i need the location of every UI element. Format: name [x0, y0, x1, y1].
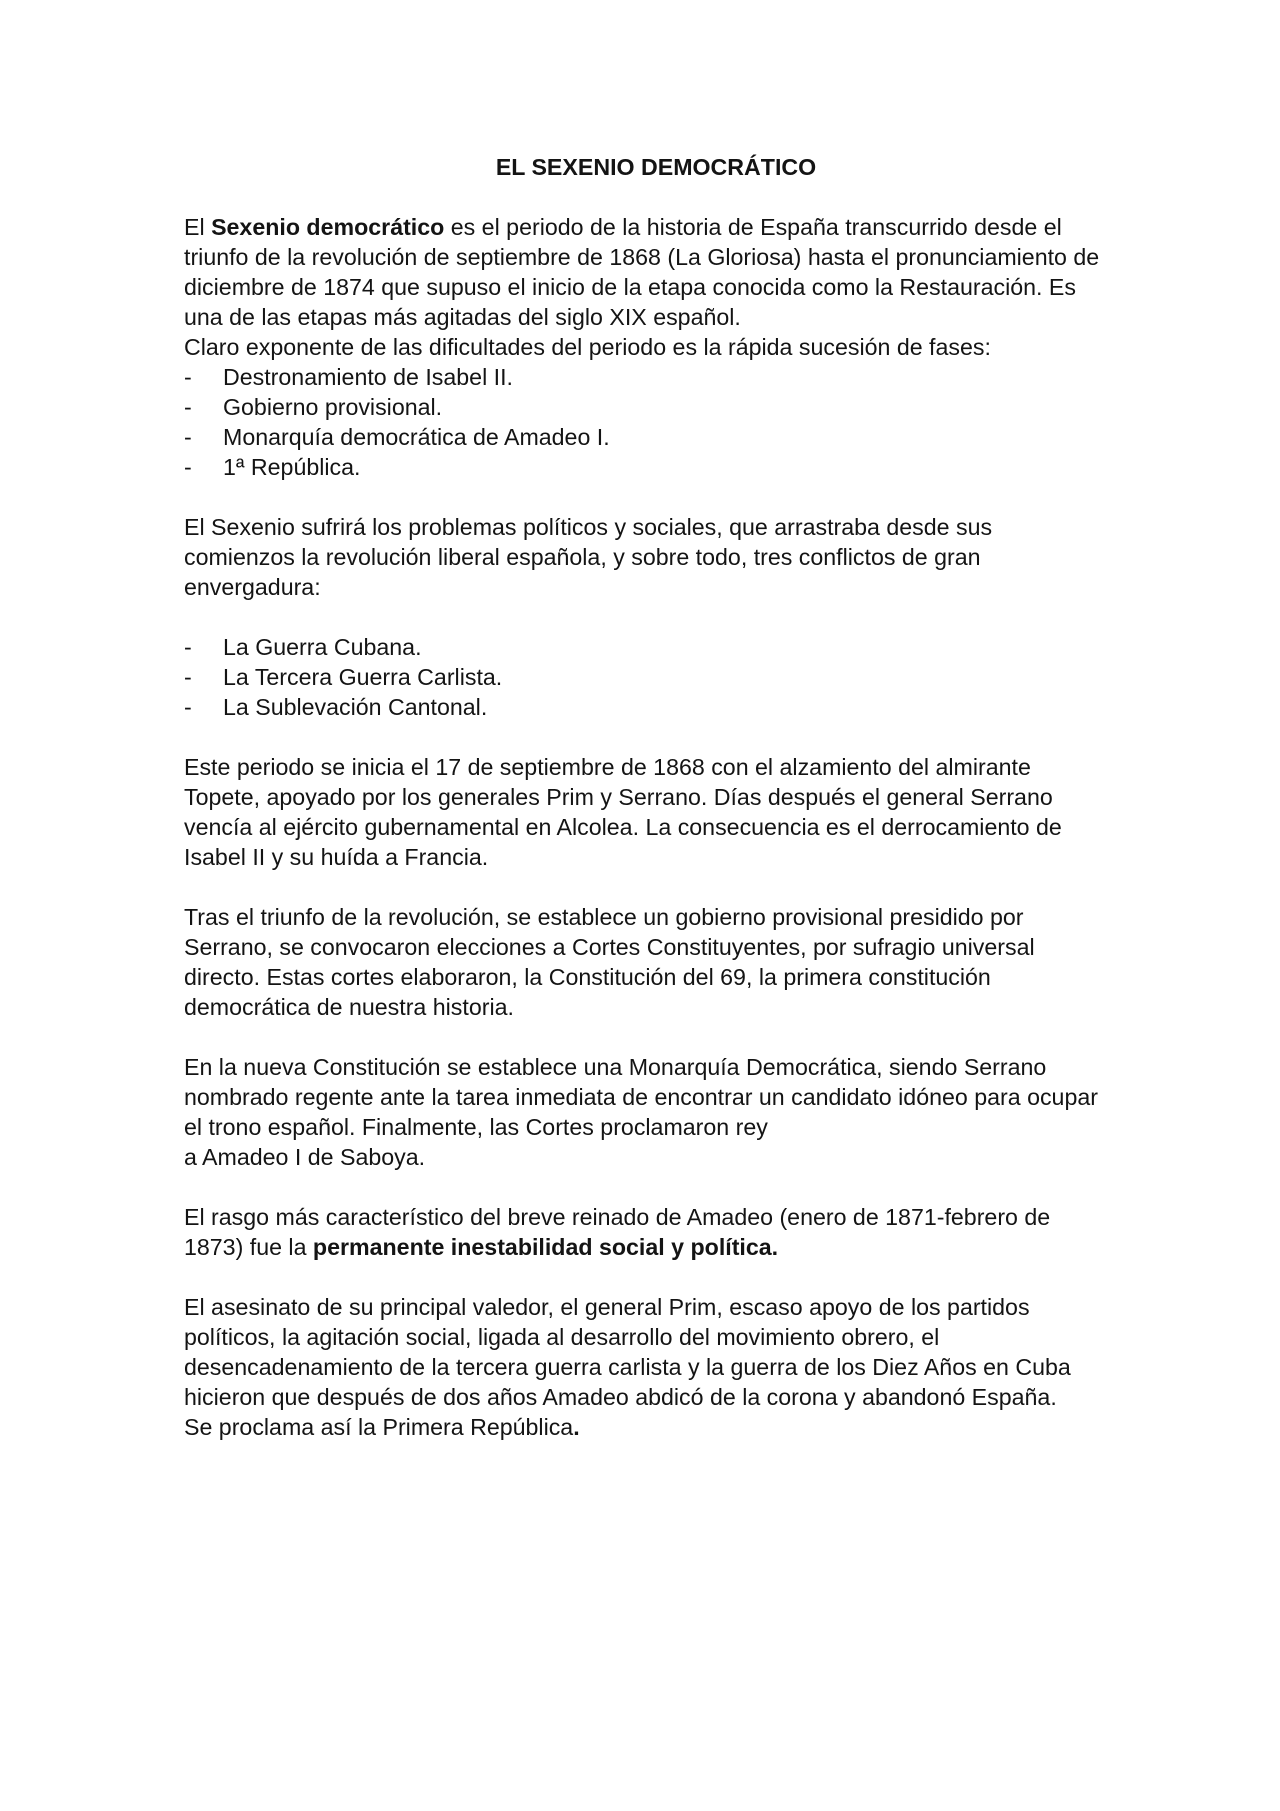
- spacer: [184, 602, 1104, 632]
- dash-bullet: -: [184, 664, 192, 690]
- list-item-text: Monarquía democrática de Amadeo I.: [223, 424, 610, 450]
- closing-text: Se proclama así la Primera República: [184, 1414, 574, 1440]
- phases-list: [184, 362, 1104, 482]
- list-item: [184, 392, 1104, 422]
- list-item-text: Gobierno provisional.: [223, 394, 443, 420]
- dash-bullet: -: [184, 424, 192, 450]
- intro-rest: es el periodo de la historia de España transcurrido desde el triunfo de la revolución de septiembre de 1868 (La Gloriosa) hasta el pronunciamiento de diciembre de 1874 que supuso el inicio de la etapa conocida como la Restauración. Es una de las etapas más agitadas del siglo XIX español.: [184, 214, 1100, 330]
- list-item: [184, 632, 1104, 662]
- list-item: [184, 452, 1104, 482]
- intro-prefix: El: [184, 214, 212, 240]
- problems-paragraph: El Sexenio sufrirá los problemas políticos y sociales, que arrastraba desde sus comienzos la revolución liberal española, y sobre todo, tres conflictos de gran envergadura:: [184, 514, 993, 600]
- dash-bullet: -: [184, 454, 192, 480]
- intro-paragraph: [184, 212, 1104, 332]
- spacer: [184, 1172, 1104, 1202]
- start-paragraph: Este periodo se inicia el 17 de septiembre de 1868 con el alzamiento del almirante Topete, apoyado por los generales Prim y Serrano. Días después el general Serrano vencía al ejército gubernamental en Alcolea. La consecuencia es el derrocamiento de Isabel II y su huída a Francia.: [184, 754, 1062, 870]
- list-item: [184, 362, 1104, 392]
- list-item-text: Destronamiento de Isabel II.: [223, 364, 514, 390]
- spacer: [184, 482, 1104, 512]
- fall-paragraph: El asesinato de su principal valedor, el general Prim, escaso apoyo de los partidos políticos, la agitación social, ligada al desarrollo del movimiento obrero, el desencadenamiento de la tercera guerra carlista y la guerra de los Diez Años en Cuba hicieron que después de dos años Amadeo abdicó de la corona y abandonó España.: [184, 1294, 1071, 1410]
- spacer: [184, 872, 1104, 902]
- list-item: [184, 422, 1104, 452]
- government-paragraph: Tras el triunfo de la revolución, se establece un gobierno provisional presidido por Serrano, se convocaron elecciones a Cortes Constituyentes, por sufragio universal directo. Estas cortes elaboraron, la Constitución del 69, la primera constitución democrática de nuestra historia.: [184, 904, 1035, 1020]
- dash-bullet: -: [184, 694, 192, 720]
- list-item-text: 1ª República.: [223, 454, 361, 480]
- list-item: [184, 692, 1104, 722]
- closing-period: .: [573, 1414, 580, 1440]
- closing-paragraph: [184, 1412, 1104, 1442]
- list-item-text: La Tercera Guerra Carlista.: [223, 664, 503, 690]
- spacer: [184, 722, 1104, 752]
- intro-bold-term: Sexenio democrático: [211, 214, 445, 240]
- list-item: [184, 662, 1104, 692]
- amadeo-bold-phrase: permanente inestabilidad social y política.: [312, 1234, 779, 1260]
- dash-bullet: -: [184, 394, 192, 420]
- spacer: [184, 1262, 1104, 1292]
- constitution-paragraph: [184, 1052, 1104, 1172]
- phases-intro: Claro exponente de las dificultades del periodo es la rápida sucesión de fases:: [184, 334, 991, 360]
- list-item-text: La Sublevación Cantonal.: [223, 694, 488, 720]
- conflicts-list: [184, 632, 1104, 722]
- document-body: [184, 152, 1104, 1442]
- constitution-line-end: a Amadeo I de Saboya.: [184, 1144, 426, 1170]
- spacer: [184, 1022, 1104, 1052]
- amadeo-paragraph: [184, 1202, 1104, 1262]
- dash-bullet: -: [184, 634, 192, 660]
- amadeo-prefix: El rasgo más característico del breve reinado de Amadeo (enero de 1871-febrero de 1873) fue la: [184, 1204, 1051, 1260]
- constitution-line: En la nueva Constitución se establece una Monarquía Democrática, siendo Serrano nombrado regente ante la tarea inmediata de encontrar un candidato idóneo para ocupar el trono español. Finalmente, las Cortes proclamaron rey: [184, 1054, 1098, 1140]
- dash-bullet: -: [184, 364, 192, 390]
- list-item-text: La Guerra Cubana.: [223, 634, 422, 660]
- document-title: EL SEXENIO DEMOCRÁTICO: [495, 154, 817, 180]
